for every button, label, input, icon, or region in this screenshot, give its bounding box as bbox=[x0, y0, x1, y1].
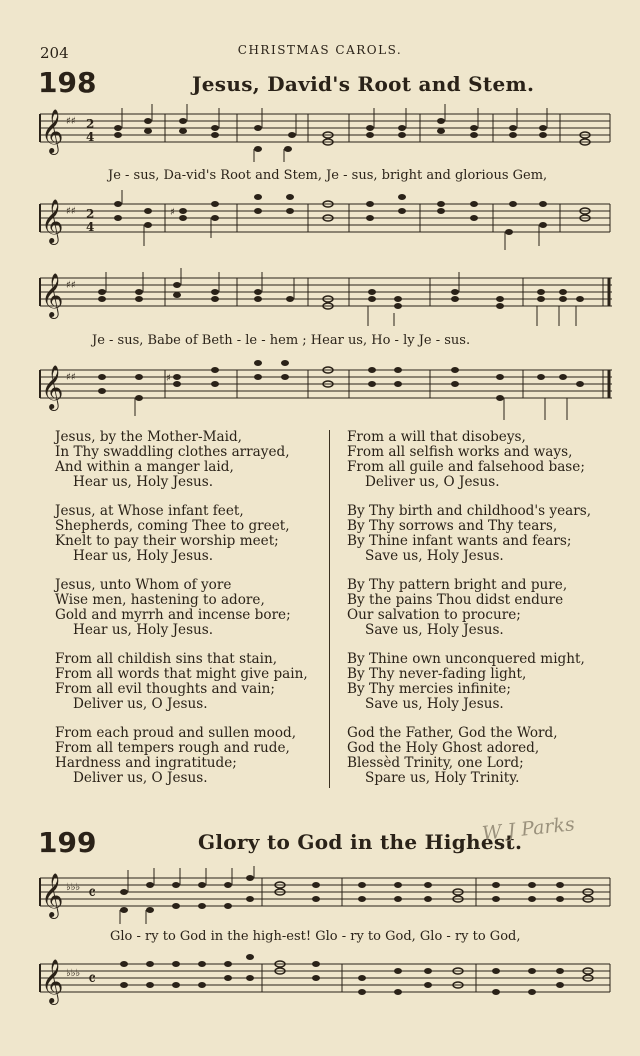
svg-text:♯♯: ♯♯ bbox=[66, 372, 76, 383]
svg-text:4: 4 bbox=[86, 130, 95, 144]
stanza-refrain: Deliver us, O Jesus. bbox=[365, 474, 500, 490]
hymn-198-lyrics-line-1: Je - sus, Da-vid's Root and Stem, Je - sus, bright and glorious Gem, bbox=[108, 168, 548, 183]
stanza-refrain: Hear us, Holy Jesus. bbox=[73, 622, 214, 638]
stanza-refrain: Save us, Holy Jesus. bbox=[365, 548, 504, 564]
stanza-line: Blessèd Trinity, one Lord; bbox=[347, 755, 524, 771]
svg-text:4: 4 bbox=[86, 220, 95, 234]
stanza-line: By Thine own unconquered might, bbox=[347, 651, 585, 667]
stanza-line: From all guile and falsehood base; bbox=[347, 459, 585, 475]
stanza-line: By the pains Thou didst endure bbox=[347, 592, 564, 608]
hymn-198-treble-staff-2 bbox=[0, 268, 640, 326]
svg-text:𝄞: 𝄞 bbox=[41, 365, 64, 409]
stanza-line: From all words that might give pain, bbox=[55, 666, 308, 682]
stanza-refrain: Deliver us, O Jesus. bbox=[73, 770, 208, 786]
stanza-left-3 bbox=[55, 578, 291, 638]
svg-text:♭♭♭: ♭♭♭ bbox=[66, 882, 81, 893]
stanza-line: From all childish sins that stain, bbox=[55, 651, 278, 667]
stanza-line: God the Father, God the Word, bbox=[347, 725, 558, 741]
page-number: 204 bbox=[40, 44, 69, 62]
svg-text:♭♭♭: ♭♭♭ bbox=[66, 968, 81, 979]
svg-text:𝄴: 𝄴 bbox=[88, 969, 97, 990]
hymn-198-number: 198 bbox=[38, 66, 97, 99]
stanza-right-4 bbox=[347, 652, 585, 712]
stanza-right-1 bbox=[347, 430, 585, 490]
hymn-198-bass-staff-2 bbox=[0, 356, 640, 422]
svg-text:♯: ♯ bbox=[170, 207, 175, 218]
stanza-left-2 bbox=[55, 504, 290, 564]
hymn-198-lyrics-line-2: Je - sus, Babe of Beth - le - hem ; Hear us, Ho - ly Je - sus. bbox=[92, 333, 471, 348]
stanza-line: From each proud and sullen mood, bbox=[55, 725, 297, 741]
svg-text:𝄞: 𝄞 bbox=[41, 109, 64, 153]
svg-text:2: 2 bbox=[86, 117, 95, 131]
stanza-right-2 bbox=[347, 504, 591, 564]
hymn-199-treble-staff bbox=[0, 866, 640, 928]
stanza-line: By Thy birth and childhood's years, bbox=[347, 503, 592, 519]
hymn-198-bass-staff-1 bbox=[0, 190, 640, 252]
stanza-line: Hardness and ingratitude; bbox=[55, 755, 237, 771]
stanza-line: By Thy never-fading light, bbox=[347, 666, 527, 682]
stanza-line: By Thy mercies infinite; bbox=[347, 681, 511, 697]
stanza-left-1 bbox=[55, 430, 290, 490]
stanza-line: Shepherds, coming Thee to greet, bbox=[55, 518, 290, 534]
stanza-line: From a will that disobeys, bbox=[347, 429, 526, 445]
running-title: CHRISTMAS CAROLS. bbox=[237, 43, 403, 57]
svg-text:♯♯: ♯♯ bbox=[66, 280, 76, 291]
stanza-line: And within a manger laid, bbox=[55, 459, 234, 475]
stanza-line: In Thy swaddling clothes arrayed, bbox=[55, 444, 290, 460]
hymn-198-treble-staff-1 bbox=[0, 104, 640, 162]
stanza-left-5 bbox=[55, 726, 296, 786]
stanza-left-4 bbox=[55, 652, 308, 712]
stanza-line: From all evil thoughts and vain; bbox=[55, 681, 275, 697]
stanza-refrain: Deliver us, O Jesus. bbox=[73, 696, 208, 712]
stanza-refrain: Save us, Holy Jesus. bbox=[365, 696, 504, 712]
stanza-line: Gold and myrrh and incense bore; bbox=[55, 607, 291, 623]
stanza-line: From all selfish works and ways, bbox=[347, 444, 573, 460]
svg-text:𝄞: 𝄞 bbox=[41, 959, 64, 1003]
stanza-right-5 bbox=[347, 726, 558, 786]
hymn-199-bass-staff bbox=[0, 952, 640, 1010]
stanza-line: By Thine infant wants and fears; bbox=[347, 533, 572, 549]
stanza-line: From all tempers rough and rude, bbox=[55, 740, 290, 756]
stanza-line: By Thy pattern bright and pure, bbox=[347, 577, 568, 593]
hymn-199-number: 199 bbox=[38, 826, 97, 859]
svg-text:𝄴: 𝄴 bbox=[88, 883, 97, 904]
hymn-198-title: Jesus, David's Root and Stem. bbox=[192, 72, 535, 96]
stanza-line: God the Holy Ghost adored, bbox=[347, 740, 540, 756]
stanza-line: Jesus, at Whose infant feet, bbox=[55, 503, 244, 519]
svg-text:𝄞: 𝄞 bbox=[41, 199, 64, 243]
pencil-annotation: W J Parks bbox=[481, 813, 576, 845]
stanza-refrain: Hear us, Holy Jesus. bbox=[73, 474, 214, 490]
stanza-line: Wise men, hastening to adore, bbox=[55, 592, 265, 608]
hymn-199-title: Glory to God in the Highest. bbox=[198, 830, 523, 854]
hymn-199-lyrics-line-1: Glo - ry to God in the high-est! Glo - ry to God, Glo - ry to God, bbox=[110, 929, 521, 944]
stanza-line: Jesus, by the Mother-Maid, bbox=[55, 429, 242, 445]
stanza-line: Knelt to pay their worship meet; bbox=[55, 533, 279, 549]
stanza-line: Our salvation to procure; bbox=[347, 607, 521, 623]
svg-text:𝄞: 𝄞 bbox=[41, 873, 64, 917]
stanza-refrain: Spare us, Holy Trinity. bbox=[365, 770, 520, 786]
stanza-line: Jesus, unto Whom of yore bbox=[55, 577, 232, 593]
stanza-refrain: Save us, Holy Jesus. bbox=[365, 622, 504, 638]
stanza-right-3 bbox=[347, 578, 567, 638]
column-divider bbox=[329, 430, 330, 788]
stanza-refrain: Hear us, Holy Jesus. bbox=[73, 548, 214, 564]
stanza-line: By Thy sorrows and Thy tears, bbox=[347, 518, 558, 534]
svg-text:♯♯: ♯♯ bbox=[66, 206, 76, 217]
svg-text:𝄞: 𝄞 bbox=[41, 273, 64, 317]
svg-text:2: 2 bbox=[86, 207, 95, 221]
svg-text:♯♯: ♯♯ bbox=[66, 116, 76, 127]
svg-text:♯: ♯ bbox=[166, 373, 171, 384]
